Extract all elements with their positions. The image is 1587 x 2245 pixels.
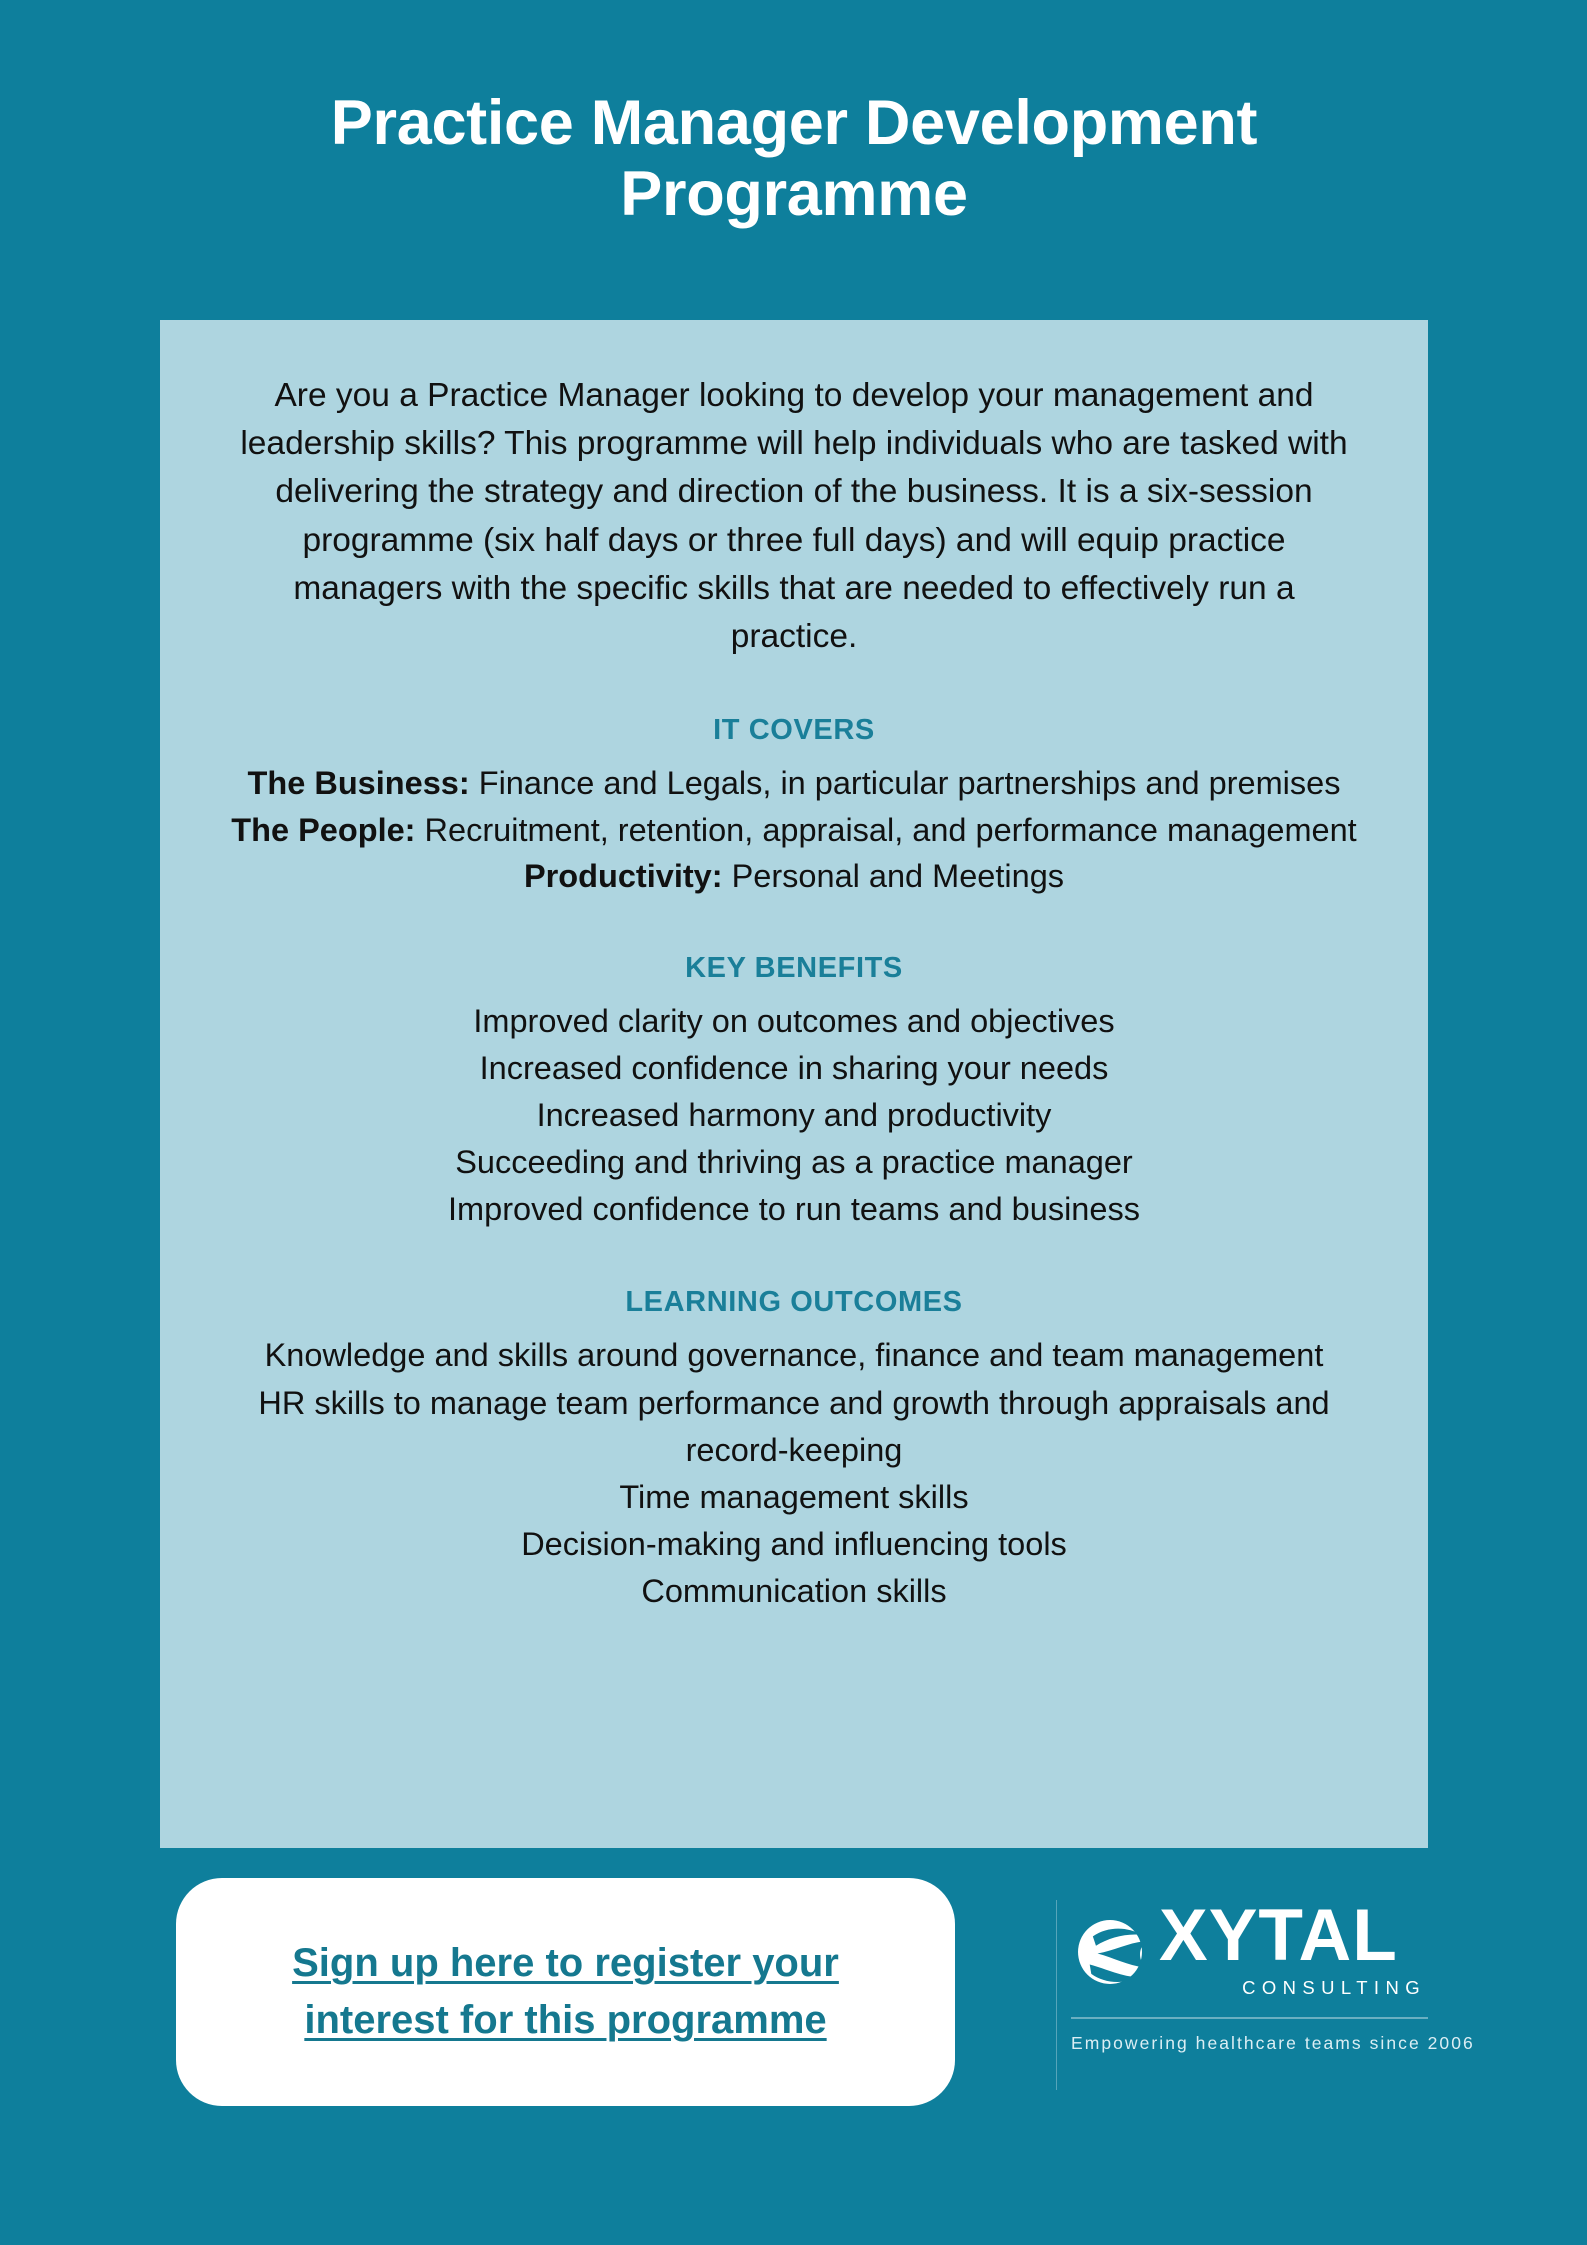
list-item: Time management skills <box>619 1478 969 1515</box>
list-item-label: Productivity: <box>523 857 723 894</box>
sign-up-button[interactable] <box>176 1878 955 2106</box>
section-heading-key-benefits: KEY BENEFITS <box>685 951 903 984</box>
logo-divider <box>1071 2017 1428 2019</box>
content-panel <box>160 320 1428 1848</box>
list-item: HR skills to manage team performance and growth through appraisals and record-keeping <box>258 1384 1330 1468</box>
xytal-circle-swoosh-icon <box>1071 1913 1149 1991</box>
list-item <box>220 853 1368 899</box>
list-item-text: Recruitment, retention, appraisal, and performance management <box>415 811 1357 848</box>
list-item-label: The Business: <box>247 765 470 802</box>
list-item-text: Personal and Meetings <box>722 857 1065 894</box>
list-item: Communication skills <box>641 1573 947 1610</box>
list-item <box>220 760 1368 806</box>
list-item: Decision-making and influencing tools <box>521 1525 1067 1562</box>
sign-up-link-label[interactable]: Sign up here to register your interest for this programme <box>292 1941 839 2042</box>
list-item: Succeeding and thriving as a practice manager <box>455 1144 1133 1181</box>
list-item-label: The People: <box>231 811 416 848</box>
list-item: Knowledge and skills around governance, finance and team management <box>264 1337 1324 1374</box>
section-heading-learning-outcomes: LEARNING OUTCOMES <box>625 1286 963 1319</box>
list-item: Increased harmony and productivity <box>536 1097 1052 1134</box>
xytal-logo <box>1056 1895 1475 2090</box>
logo-tagline: Empowering healthcare teams since 2006 <box>1071 2032 1475 2053</box>
logo-row <box>1071 1895 1428 2004</box>
intro-paragraph: Are you a Practice Manager looking to develop your management and leadership skills? This programme will help individuals who are tasked with delivering the strategy and direction of the business. It is a six-session programme (six half days or three full days) and will equip practice managers with the specific skills that are needed to effectively run a practice. <box>240 377 1348 656</box>
section-key-benefits <box>220 952 1368 1234</box>
page-title: Practice Manager Development Programme <box>330 88 1258 230</box>
list-item-text: Finance and Legals, in particular partnerships and premises <box>469 765 1341 802</box>
list-item: Increased confidence in sharing your needs <box>479 1049 1109 1086</box>
section-it-covers <box>220 714 1368 898</box>
section-learning-outcomes <box>220 1286 1368 1615</box>
logo-wordmark: XYTAL <box>1159 1895 1398 1977</box>
list-item: Improved confidence to run teams and business <box>448 1191 1140 1228</box>
list-item: Improved clarity on outcomes and objectives <box>473 1002 1115 1039</box>
logo-subword: CONSULTING <box>1242 1976 1426 1998</box>
section-heading-it-covers: IT COVERS <box>713 714 875 747</box>
logo-type <box>1159 1895 1428 1999</box>
list-item <box>220 807 1368 853</box>
